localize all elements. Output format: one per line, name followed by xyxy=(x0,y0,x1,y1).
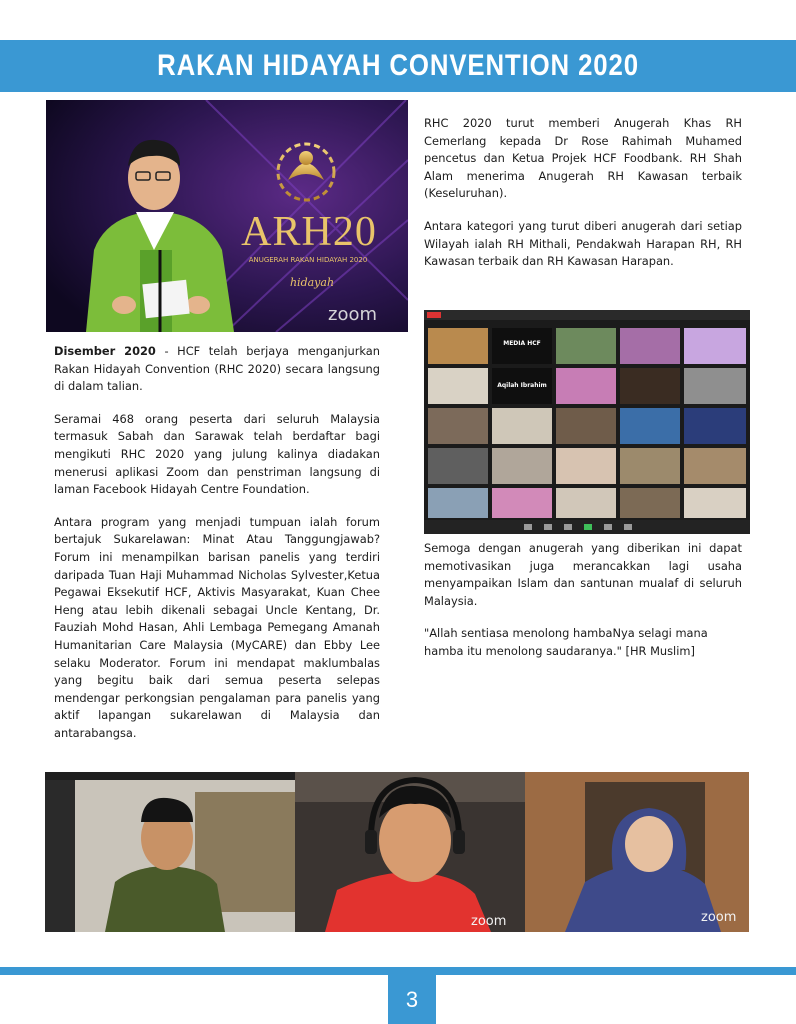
forum-paragraph: Antara program yang menjadi tumpuan ialah forum bertajuk Sukarelawan: Minat Atau Tanggungjawab? Forum ini menampilkan barisan panelis yang terdiri daripada Tuan Haji Muhammad Nicholas Sylvester,Ketua Pegawai Eksekutif HCF, Aktivis Masyarakat, Kuan Chee Heng atau lebih dikenali sebagai Uncle Kentang, Dr. Fauziah Mohd Hasan, Ahli Lembaga Pemegang Amanah Humanitarian Care Malaysia (MyCARE) dan Ebby Lee selaku Moderator. Forum ini mendapat maklumbalas yang begitu baik dari semua peserta selepas mendengar perkongsian pengalaman para panelis yang aktif lapangan sukarelawan di Malaysia dan antarabangsa. xyxy=(54,514,380,740)
gallery-tile-label: Aqilah Ibrahim xyxy=(497,382,547,389)
zoom-watermark: zoom xyxy=(328,304,378,325)
zoom-gallery-photo xyxy=(424,310,750,534)
hadith-quote: "Allah sentiasa menolong hambaNya selagi mana hamba itu menolong saudaranya." [HR Muslim] xyxy=(424,626,708,658)
zoom-watermark: zoom xyxy=(471,914,507,929)
panelist-photos xyxy=(45,772,749,932)
left-column-text xyxy=(54,343,380,742)
logo-text: ARH20 xyxy=(241,209,377,255)
right-column-top-text xyxy=(424,115,742,271)
intro-text: - HCF telah berjaya menganjurkan Rakan Hidayah Convention (RHC 2020) secara langsung di dalam talian. xyxy=(54,344,380,394)
award-paragraph: RHC 2020 turut memberi Anugerah Khas RH Cemerlang kepada Dr Rose Rahimah Muhamed pencetus dan Ketua Projek HCF Foodbank. RH Shah Alam menerima Anugerah RH Kawasan terbaik (Keseluruhan). xyxy=(424,116,742,201)
gallery-tile-label: MEDIA HCF xyxy=(503,340,541,347)
zoom-watermark: zoom xyxy=(701,910,737,925)
footer-bar xyxy=(0,967,796,975)
category-paragraph: Antara kategori yang turut diberi anugerah dari setiap Wilayah ialah RH Mithali, Pendakwah Harapan RH, RH Kawasan terbaik dan RH Kawasan Harapan. xyxy=(424,218,742,269)
intro-paragraph xyxy=(54,343,380,396)
page-number: 3 xyxy=(405,987,419,1012)
main-photo xyxy=(46,100,408,332)
closing-paragraph: Semoga dengan anugerah yang diberikan ini dapat memotivasikan juga merancakkan lagi usaha menyampaikan Islam dan santunan mualaf di seluruh Malaysia. xyxy=(424,541,742,608)
logo-subtitle: ANUGERAH RAKAN HIDAYAH 2020 xyxy=(248,256,368,264)
page-title: RAKAN HIDAYAH CONVENTION 2020 xyxy=(157,49,639,82)
right-column-bottom-text xyxy=(424,540,742,661)
participants-paragraph: Seramai 468 orang peserta dari seluruh Malaysia termasuk Sabah dan Sarawak telah berdaftar bagi mengikuti RHC 2020 yang julung kalinya diadakan menerusi aplikasi Zoom dan penstriman langsung di laman Facebook Hidayah Centre Foundation. xyxy=(54,411,380,497)
foundation-logo: hidayah xyxy=(289,276,335,289)
intro-date: Disember 2020 xyxy=(54,344,156,358)
